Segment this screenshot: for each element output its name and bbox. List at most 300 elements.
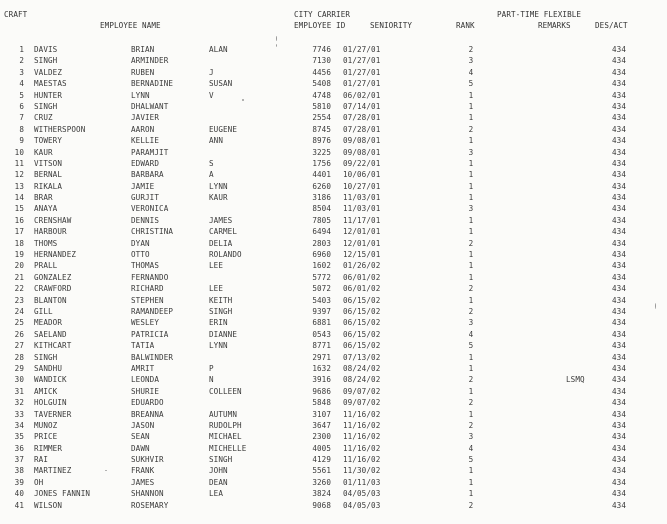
des-act: 434 — [612, 455, 627, 465]
table-row — [0, 431, 667, 442]
table-row — [0, 181, 667, 192]
middle-name: COLLEEN — [209, 386, 242, 396]
scan-speck — [655, 303, 656, 309]
first-name: CHRISTINA — [131, 227, 174, 237]
first-name: BARBARA — [131, 170, 164, 180]
middle-name: AUTUMN — [209, 409, 238, 419]
seniority-date: 06/01/02 — [343, 272, 381, 282]
first-name: ROSEMARY — [131, 500, 169, 510]
des-act: 434 — [612, 113, 627, 123]
last-name: CRENSHAW — [34, 215, 72, 225]
first-name: TATIA — [131, 341, 155, 351]
row-number: 30 — [14, 375, 24, 385]
header-city-carrier: CITY CARRIER — [294, 10, 351, 19]
first-name: EDWARD — [131, 158, 160, 168]
last-name: CRUZ — [34, 113, 53, 123]
middle-name: RUDOLPH — [209, 420, 242, 430]
rank: 1 — [468, 352, 474, 362]
last-name: MEADOR — [34, 318, 63, 328]
middle-name: ANN — [209, 136, 224, 146]
middle-name: CARMEL — [209, 227, 238, 237]
employee-id: 2803 — [312, 238, 331, 248]
middle-name: SINGH — [209, 306, 233, 316]
employee-id: 7746 — [312, 45, 331, 54]
seniority-date: 07/28/01 — [343, 124, 381, 134]
row-number: 29 — [14, 363, 24, 373]
des-act: 434 — [612, 261, 627, 271]
employee-id: 4129 — [312, 455, 331, 465]
last-name: BRAR — [34, 193, 53, 203]
middle-name: KEITH — [209, 295, 233, 305]
des-act: 434 — [612, 181, 627, 191]
last-name: TOWERY — [34, 136, 63, 146]
last-name: BLANTON — [34, 295, 67, 305]
last-name: WITHERSPOON — [34, 124, 86, 134]
row-number: 26 — [14, 329, 24, 339]
first-name: DHALWANT — [131, 101, 169, 111]
row-number: 7 — [19, 113, 24, 123]
first-name: DYAN — [131, 238, 150, 248]
rank: 1 — [468, 261, 474, 271]
first-name: BRIAN — [131, 45, 155, 54]
rank: 2 — [468, 420, 474, 430]
employee-id: 3260 — [312, 477, 331, 487]
employee-id: 8976 — [312, 136, 331, 146]
last-name: KAUR — [34, 147, 53, 157]
last-name: MUNOZ — [34, 420, 58, 430]
first-name: WESLEY — [131, 318, 160, 328]
rank: 2 — [468, 238, 474, 248]
table-row — [0, 488, 667, 499]
middle-name: DELIA — [209, 238, 233, 248]
rank: 4 — [468, 67, 474, 77]
rank: 2 — [468, 124, 474, 134]
last-name: MAESTAS — [34, 79, 67, 89]
seniority-date: 06/02/01 — [343, 90, 381, 100]
seniority-date: 09/07/02 — [343, 386, 381, 396]
employee-id: 6881 — [312, 318, 331, 328]
des-act: 434 — [612, 363, 627, 373]
des-act: 434 — [612, 67, 627, 77]
row-number: 5 — [19, 90, 24, 100]
table-row — [0, 386, 667, 397]
first-name: LEONDA — [131, 375, 160, 385]
table-row — [0, 477, 667, 488]
last-name: OH — [34, 477, 44, 487]
rank: 1 — [468, 409, 474, 419]
table-row — [0, 352, 667, 363]
last-name: HARBOUR — [34, 227, 67, 237]
last-name: HERNANDEZ — [34, 250, 77, 260]
seniority-date: 06/15/02 — [343, 329, 381, 339]
rank: 3 — [468, 147, 474, 157]
seniority-date: 11/30/02 — [343, 466, 381, 476]
employee-id: 5848 — [312, 398, 331, 408]
seniority-date: 10/27/01 — [343, 181, 381, 191]
rank: 1 — [468, 181, 474, 191]
first-name: JASON — [131, 420, 155, 430]
rank: 4 — [468, 329, 474, 339]
first-name: FERNANDO — [131, 272, 169, 282]
seniority-date: 11/16/02 — [343, 455, 381, 465]
des-act: 434 — [612, 193, 627, 203]
rank: 1 — [468, 158, 474, 168]
middle-name: SUSAN — [209, 79, 233, 89]
seniority-date: 09/08/01 — [343, 147, 381, 157]
des-act: 434 — [612, 56, 627, 66]
first-name: FRANK — [131, 466, 155, 476]
row-number: 20 — [14, 261, 24, 271]
employee-id: 8745 — [312, 124, 331, 134]
middle-name: DIANNE — [209, 329, 238, 339]
rank: 5 — [468, 455, 474, 465]
first-name: ARMINDER — [131, 56, 169, 66]
table-row — [0, 454, 667, 465]
table-row — [0, 397, 667, 408]
employee-id: 6260 — [312, 181, 331, 191]
seniority-date: 11/16/02 — [343, 409, 381, 419]
middle-name: ERIN — [209, 318, 228, 328]
row-number: 27 — [14, 341, 24, 351]
des-act: 434 — [612, 204, 627, 214]
table-row — [0, 101, 667, 112]
table-row — [0, 238, 667, 249]
seniority-date: 01/11/03 — [343, 477, 381, 487]
rank: 2 — [468, 284, 474, 294]
first-name: PATRICIA — [131, 329, 169, 339]
table-row — [0, 420, 667, 431]
scan-speck — [242, 99, 244, 101]
first-name: BALWINDER — [131, 352, 174, 362]
employee-id: 6960 — [312, 250, 331, 260]
middle-name: EUGENE — [209, 124, 238, 134]
last-name: WILSON — [34, 500, 63, 510]
seniority-date: 06/15/02 — [343, 318, 381, 328]
row-number: 1 — [19, 45, 24, 54]
des-act: 434 — [612, 45, 627, 54]
row-number: 15 — [14, 204, 24, 214]
employee-id: 3824 — [312, 489, 331, 499]
row-number: 16 — [14, 215, 24, 225]
seniority-date: 12/15/01 — [343, 250, 381, 260]
des-act: 434 — [612, 306, 627, 316]
table-row — [0, 317, 667, 328]
last-name: TAVERNER — [34, 409, 72, 419]
first-name: JAVIER — [131, 113, 160, 123]
rank: 1 — [468, 215, 474, 225]
employee-id: 4456 — [312, 67, 331, 77]
employee-id: 4748 — [312, 90, 331, 100]
seniority-date: 04/05/03 — [343, 500, 381, 510]
employee-id: 9686 — [312, 386, 331, 396]
des-act: 434 — [612, 329, 627, 339]
last-name: THOMS — [34, 238, 58, 248]
header-employee-name: EMPLOYEE NAME — [100, 21, 161, 30]
row-number: 10 — [14, 147, 24, 157]
row-number: 8 — [19, 124, 24, 134]
row-number: 2 — [19, 56, 24, 66]
seniority-date: 04/05/03 — [343, 489, 381, 499]
table-row — [0, 500, 667, 511]
rank: 4 — [468, 443, 474, 453]
rank: 1 — [468, 113, 474, 123]
employee-id: 5561 — [312, 466, 331, 476]
last-name: HOLGUIN — [34, 398, 67, 408]
seniority-date: 09/22/01 — [343, 158, 381, 168]
table-row — [0, 226, 667, 237]
employee-id: 2554 — [312, 113, 331, 123]
employee-id: 7130 — [312, 56, 331, 66]
row-number: 34 — [14, 420, 24, 430]
header-rank: RANK — [456, 21, 475, 30]
row-number: 25 — [14, 318, 24, 328]
seniority-date: 08/24/02 — [343, 375, 381, 385]
middle-name: MICHAEL — [209, 432, 242, 442]
rank: 1 — [468, 193, 474, 203]
middle-name: S — [209, 158, 214, 168]
middle-name: JOHN — [209, 466, 228, 476]
des-act: 434 — [612, 477, 627, 487]
seniority-date: 06/01/02 — [343, 284, 381, 294]
row-number: 31 — [14, 386, 24, 396]
des-act: 434 — [612, 386, 627, 396]
header-part-time-flexible: PART-TIME FLEXIBLE — [497, 10, 582, 19]
employee-id: 5072 — [312, 284, 331, 294]
scan-speck — [105, 470, 107, 471]
row-number: 18 — [14, 238, 24, 248]
table-row — [0, 192, 667, 203]
row-number: 11 — [14, 158, 24, 168]
rank: 3 — [468, 432, 474, 442]
table-row — [0, 363, 667, 374]
des-act: 434 — [612, 500, 627, 510]
table-row — [0, 203, 667, 214]
des-act: 434 — [612, 489, 627, 499]
seniority-date: 01/27/01 — [343, 79, 381, 89]
rank: 1 — [468, 477, 474, 487]
employee-id: 9068 — [312, 500, 331, 510]
employee-id: 3225 — [312, 147, 331, 157]
employee-id: 9397 — [312, 306, 331, 316]
last-name: SINGH — [34, 101, 58, 111]
row-number: 4 — [19, 79, 24, 89]
table-row — [0, 135, 667, 146]
middle-name: DEAN — [209, 477, 228, 487]
table-row — [0, 147, 667, 158]
rank: 1 — [468, 90, 474, 100]
middle-name: ALAN — [209, 45, 228, 54]
rank: 5 — [468, 341, 474, 351]
rank: 3 — [468, 318, 474, 328]
des-act: 434 — [612, 443, 627, 453]
seniority-date: 10/06/01 — [343, 170, 381, 180]
first-name: LYNN — [131, 90, 150, 100]
des-act: 434 — [612, 101, 627, 111]
first-name: RICHARD — [131, 284, 164, 294]
rank: 1 — [468, 363, 474, 373]
middle-name: KAUR — [209, 193, 228, 203]
des-act: 434 — [612, 238, 627, 248]
row-number: 36 — [14, 443, 24, 453]
rank: 2 — [468, 500, 474, 510]
first-name: THOMAS — [131, 261, 160, 271]
last-name: ANAYA — [34, 204, 58, 214]
first-name: VERONICA — [131, 204, 169, 214]
header-des-act: DES/ACT — [595, 21, 628, 30]
employee-id: 1632 — [312, 363, 331, 373]
first-name: GURJIT — [131, 193, 160, 203]
first-name: SHURIE — [131, 386, 160, 396]
employee-id: 6494 — [312, 227, 331, 237]
employee-id: 5408 — [312, 79, 331, 89]
middle-name: LYNN — [209, 341, 228, 351]
employee-id: 3186 — [312, 193, 331, 203]
employee-id: 1756 — [312, 158, 331, 168]
des-act: 434 — [612, 375, 627, 385]
table-row — [0, 374, 667, 385]
first-name: JAMIE — [131, 181, 155, 191]
seniority-date: 11/03/01 — [343, 204, 381, 214]
des-act: 434 — [612, 318, 627, 328]
last-name: SINGH — [34, 352, 58, 362]
des-act: 434 — [612, 215, 627, 225]
row-number: 21 — [14, 272, 24, 282]
table-row — [0, 55, 667, 66]
row-number: 6 — [19, 101, 24, 111]
last-name: DAVIS — [34, 45, 58, 54]
row-number: 35 — [14, 432, 24, 442]
des-act: 434 — [612, 124, 627, 134]
seniority-date: 01/27/01 — [343, 67, 381, 77]
row-number: 37 — [14, 455, 24, 465]
last-name: JONES FANNIN — [34, 489, 91, 499]
first-name: STEPHEN — [131, 295, 164, 305]
table-row — [0, 67, 667, 78]
seniority-date: 06/15/02 — [343, 306, 381, 316]
header-employee-id: EMPLOYEE ID — [294, 21, 346, 30]
table-row — [0, 124, 667, 135]
rank: 1 — [468, 386, 474, 396]
rank: 1 — [468, 272, 474, 282]
middle-name: LEE — [209, 261, 224, 271]
first-name: PARAMJIT — [131, 147, 169, 157]
first-name: RUBEN — [131, 67, 155, 77]
des-act: 434 — [612, 147, 627, 157]
rank: 3 — [468, 204, 474, 214]
table-row — [0, 465, 667, 476]
rank: 1 — [468, 101, 474, 111]
rank: 2 — [468, 306, 474, 316]
seniority-date: 11/03/01 — [343, 193, 381, 203]
roster-table — [0, 44, 667, 511]
employee-id: 4005 — [312, 443, 331, 453]
first-name: SHANNON — [131, 489, 164, 499]
des-act: 434 — [612, 466, 627, 476]
last-name: RIMMER — [34, 443, 63, 453]
des-act: 434 — [612, 420, 627, 430]
row-number: 9 — [19, 136, 24, 146]
first-name: OTTO — [131, 250, 150, 260]
middle-name: LEE — [209, 284, 224, 294]
row-number: 24 — [14, 306, 24, 316]
table-row — [0, 283, 667, 294]
header-craft: CRAFT — [4, 10, 28, 19]
des-act: 434 — [612, 136, 627, 146]
first-name: EDUARDO — [131, 398, 164, 408]
row-number: 39 — [14, 477, 24, 487]
last-name: WANDICK — [34, 375, 67, 385]
middle-name: V — [209, 90, 214, 100]
des-act: 434 — [612, 409, 627, 419]
table-row — [0, 169, 667, 180]
table-row — [0, 409, 667, 420]
rank: 2 — [468, 375, 474, 385]
table-row — [0, 443, 667, 454]
des-act: 434 — [612, 432, 627, 442]
rank: 1 — [468, 466, 474, 476]
employee-id: 1602 — [312, 261, 331, 271]
last-name: CRAWFORD — [34, 284, 72, 294]
seniority-date: 11/17/01 — [343, 215, 381, 225]
first-name: SEAN — [131, 432, 150, 442]
last-name: PRALL — [34, 261, 58, 271]
seniority-date: 11/16/02 — [343, 420, 381, 430]
middle-name: JAMES — [209, 215, 233, 225]
rank: 2 — [468, 398, 474, 408]
first-name: RAMANDEEP — [131, 306, 174, 316]
des-act: 434 — [612, 272, 627, 282]
seniority-date: 12/01/01 — [343, 238, 381, 248]
header-seniority: SENIORITY — [370, 21, 413, 30]
seniority-date: 06/15/02 — [343, 295, 381, 305]
first-name: DAWN — [131, 443, 150, 453]
last-name: SANDHU — [34, 363, 63, 373]
middle-name: J — [209, 67, 214, 77]
seniority-date: 07/13/02 — [343, 352, 381, 362]
seniority-date: 01/26/02 — [343, 261, 381, 271]
rank: 5 — [468, 79, 474, 89]
last-name: AMICK — [34, 386, 58, 396]
header-remarks: REMARKS — [538, 21, 571, 30]
employee-id: 5810 — [312, 101, 331, 111]
table-row — [0, 78, 667, 89]
middle-name: ROLANDO — [209, 250, 242, 260]
employee-id: 3916 — [312, 375, 331, 385]
last-name: VALDEZ — [34, 67, 63, 77]
row-number: 32 — [14, 398, 24, 408]
rank: 1 — [468, 227, 474, 237]
seniority-date: 01/27/01 — [343, 45, 381, 54]
employee-id: 4401 — [312, 170, 331, 180]
rank: 1 — [468, 250, 474, 260]
table-row — [0, 272, 667, 283]
table-row — [0, 158, 667, 169]
des-act: 434 — [612, 79, 627, 89]
row-number: 22 — [14, 284, 24, 294]
table-row — [0, 90, 667, 101]
rank: 1 — [468, 489, 474, 499]
last-name: GONZALEZ — [34, 272, 72, 282]
middle-name: LEA — [209, 489, 224, 499]
middle-name: A — [209, 170, 214, 180]
last-name: MARTINEZ — [34, 466, 72, 476]
des-act: 434 — [612, 295, 627, 305]
first-name: SUKHVIR — [131, 455, 164, 465]
table-row — [0, 306, 667, 317]
employee-id: 3107 — [312, 409, 331, 419]
first-name: BERNADINE — [131, 79, 174, 89]
last-name: RAI — [34, 455, 49, 465]
